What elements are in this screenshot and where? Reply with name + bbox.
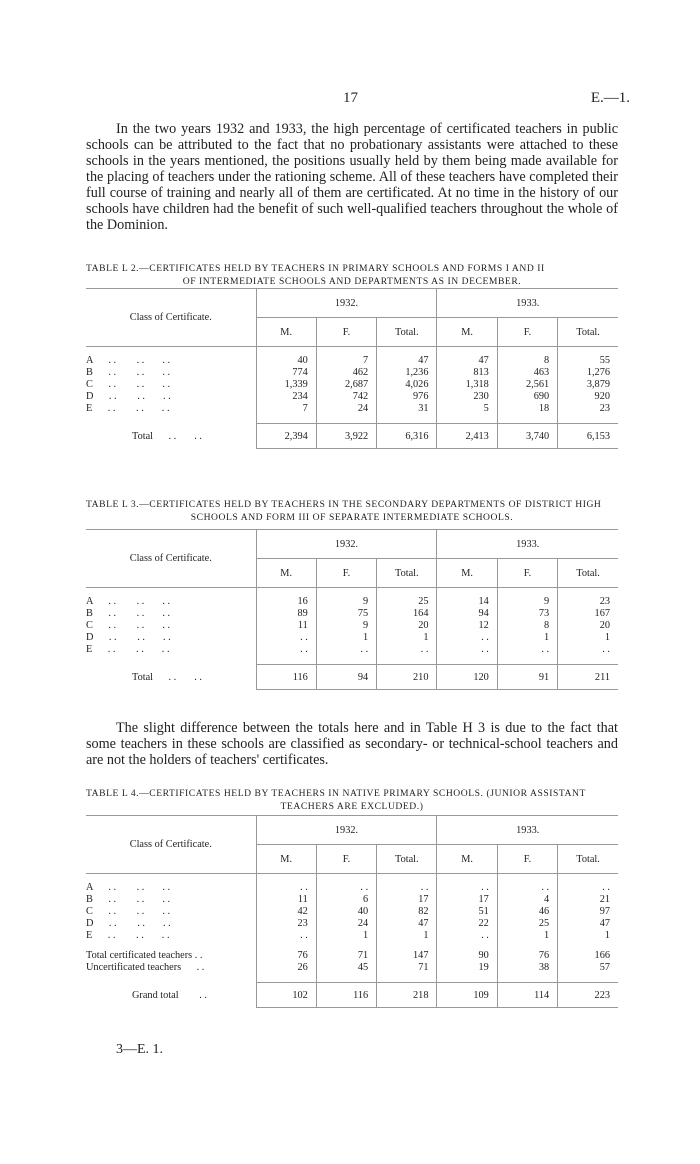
table-cell: 9: [316, 620, 376, 632]
table-row: [86, 379, 618, 391]
page-number: 17: [343, 90, 358, 106]
col-header: M.: [256, 845, 316, 874]
table-cell: 17: [437, 894, 497, 906]
col-header: M.: [437, 845, 497, 874]
table-l4: [86, 815, 618, 1008]
table-cell: 97: [558, 906, 618, 918]
table-cell: 210: [377, 665, 437, 690]
row-label: B . . . . . .: [86, 894, 171, 905]
table-cell: 89: [256, 608, 316, 620]
table-cell: 234: [256, 391, 316, 403]
table-l3-caption: [86, 498, 618, 524]
table-row: [86, 894, 618, 906]
table-cell: 40: [316, 906, 376, 918]
row-label: C . . . . . .: [86, 620, 171, 631]
year-header: 1933.: [437, 816, 618, 845]
table-cell: 9: [497, 596, 557, 608]
table-cell: . .: [558, 644, 618, 656]
row-label: A . . . . . .: [86, 355, 171, 366]
table-cell: 91: [497, 665, 557, 690]
table-cell: 24: [316, 918, 376, 930]
table-cell: 20: [377, 620, 437, 632]
col-header: M.: [256, 559, 316, 588]
table-cell: 71: [316, 950, 376, 962]
table-cell: 6,153: [558, 424, 618, 449]
table-l3: [86, 529, 618, 690]
row-label: Total . . . .: [132, 430, 202, 442]
table-cell: 6: [316, 894, 376, 906]
table-l2: [86, 288, 618, 449]
table-cell: 47: [377, 918, 437, 930]
table-cell: 47: [377, 355, 437, 367]
table-cell: 25: [497, 918, 557, 930]
table-cell: . .: [497, 644, 557, 656]
table-row: [86, 596, 618, 608]
table-cell: 2,687: [316, 379, 376, 391]
table-row: [86, 403, 618, 415]
table-cell: 18: [497, 403, 557, 415]
table-row: [86, 391, 618, 403]
table-l4-caption: [86, 787, 618, 813]
table-cell: 26: [256, 962, 316, 974]
col-header: Total.: [558, 845, 618, 874]
table-cell: . .: [316, 882, 376, 894]
total-row: [86, 665, 618, 690]
table-cell: 463: [497, 367, 557, 379]
table-cell: 3,922: [316, 424, 376, 449]
table-cell: 114: [497, 983, 557, 1008]
table-cell: 5: [437, 403, 497, 415]
table-cell: 11: [256, 894, 316, 906]
table-cell: 47: [558, 918, 618, 930]
table-cell: 1,339: [256, 379, 316, 391]
table-cell: 1: [497, 632, 557, 644]
table-cell: 6,316: [377, 424, 437, 449]
table-cell: 9: [316, 596, 376, 608]
table-cell: 1,318: [437, 379, 497, 391]
table-row: [86, 930, 618, 942]
caption-line: SCHOOLS AND FORM III OF SEPARATE INTERMEDIATE SCHOOLS.: [190, 512, 514, 523]
table-cell: 742: [316, 391, 376, 403]
table-cell: 17: [377, 894, 437, 906]
document-reference: E.—1.: [590, 90, 630, 106]
col-header: M.: [256, 318, 316, 347]
row-label: D . . . . . .: [86, 918, 171, 929]
table-cell: 4: [497, 894, 557, 906]
year-header: 1933.: [437, 530, 618, 559]
table-l2-caption: [86, 262, 618, 288]
table-cell: 1: [497, 930, 557, 942]
table-cell: 167: [558, 608, 618, 620]
table-cell: 102: [256, 983, 316, 1008]
table-cell: . .: [558, 882, 618, 894]
table-cell: . .: [316, 644, 376, 656]
table-cell: 31: [377, 403, 437, 415]
year-header: 1932.: [256, 289, 437, 318]
row-label: Grand total . .: [132, 989, 207, 1001]
table-cell: 3,740: [497, 424, 557, 449]
col-header: F.: [497, 845, 557, 874]
table-cell: 116: [316, 983, 376, 1008]
table-cell: 94: [437, 608, 497, 620]
table-cell: 4,026: [377, 379, 437, 391]
table-cell: 47: [437, 355, 497, 367]
table-cell: 1,276: [558, 367, 618, 379]
table-row: [86, 608, 618, 620]
year-header: 1932.: [256, 816, 437, 845]
col-header: Total.: [377, 318, 437, 347]
table-cell: 2,413: [437, 424, 497, 449]
table-cell: . .: [256, 882, 316, 894]
table-cell: 166: [558, 950, 618, 962]
row-label: E . . . . . .: [86, 403, 170, 414]
table-cell: 1: [558, 632, 618, 644]
row-label: Total certificated teachers . .: [86, 950, 203, 961]
table-cell: 109: [437, 983, 497, 1008]
table-cell: 11: [256, 620, 316, 632]
table-cell: 73: [497, 608, 557, 620]
page-footer: 3—E. 1.: [116, 1042, 164, 1057]
table-cell: 19: [437, 962, 497, 974]
table-cell: 7: [316, 355, 376, 367]
table-cell: 1: [316, 930, 376, 942]
table-row: [86, 962, 618, 974]
table-cell: 42: [256, 906, 316, 918]
row-label: A . . . . . .: [86, 882, 171, 893]
row-label: Uncertificated teachers . .: [86, 962, 205, 973]
table-cell: 22: [437, 918, 497, 930]
col-header: Total.: [558, 559, 618, 588]
table-cell: 3,879: [558, 379, 618, 391]
table-cell: 1: [377, 930, 437, 942]
col-header: M.: [437, 318, 497, 347]
table-cell: 90: [437, 950, 497, 962]
col-header: F.: [497, 318, 557, 347]
note-paragraph: The slight difference between the totals here and in Table H 3 is due to the fact that some teachers in these schools are classified as secondary- or technical-school teachers and are not the holders of teachers' certificates.: [86, 720, 618, 768]
caption-line: TABLE L 4.—CERTIFICATES HELD BY TEACHERS IN NATIVE PRIMARY SCHOOLS. (JUNIOR ASSISTANT: [86, 788, 586, 799]
class-header: Class of Certificate.: [129, 312, 212, 323]
table-row: [86, 632, 618, 644]
table-cell: 1: [316, 632, 376, 644]
intro-paragraph: In the two years 1932 and 1933, the high percentage of certificated teachers in public schools can be attributed to the fact that no probationary assistants were attached to these schools in the years mentioned, the positions usually held by them being made available for the placing of teachers under the rationing scheme. All of these teachers have completed their full course of training and nearly all of them are certificated. At no time in the history of our schools have children had the benefit of such well-qualified teachers throughout the whole of the Dominion.: [86, 121, 618, 233]
table-cell: 57: [558, 962, 618, 974]
row-label: B . . . . . .: [86, 608, 171, 619]
total-row: [86, 424, 618, 449]
col-header: M.: [437, 559, 497, 588]
table-row: [86, 620, 618, 632]
table-cell: 920: [558, 391, 618, 403]
col-header: F.: [316, 845, 376, 874]
table-cell: 1: [377, 632, 437, 644]
table-cell: . .: [377, 882, 437, 894]
col-header: F.: [316, 318, 376, 347]
table-cell: 774: [256, 367, 316, 379]
row-label: D . . . . . .: [86, 391, 171, 402]
row-label: B . . . . . .: [86, 367, 171, 378]
table-cell: . .: [437, 882, 497, 894]
table-cell: 147: [377, 950, 437, 962]
total-row: [86, 983, 618, 1008]
table-row: [86, 906, 618, 918]
table-cell: 120: [437, 665, 497, 690]
table-cell: . .: [256, 644, 316, 656]
class-header: Class of Certificate.: [129, 839, 212, 850]
table-cell: 690: [497, 391, 557, 403]
table-cell: 23: [558, 596, 618, 608]
table-cell: 40: [256, 355, 316, 367]
table-cell: 116: [256, 665, 316, 690]
table-cell: 45: [316, 962, 376, 974]
table-cell: 82: [377, 906, 437, 918]
row-label: D . . . . . .: [86, 632, 171, 643]
table-cell: 14: [437, 596, 497, 608]
table-cell: . .: [437, 930, 497, 942]
table-cell: 223: [558, 983, 618, 1008]
caption-line: TABLE L 2.—CERTIFICATES HELD BY TEACHERS IN PRIMARY SCHOOLS AND FORMS I AND II: [86, 263, 545, 274]
caption-line: OF INTERMEDIATE SCHOOLS AND DEPARTMENTS AS IN DECEMBER.: [182, 276, 522, 287]
table-cell: 38: [497, 962, 557, 974]
table-cell: . .: [437, 632, 497, 644]
row-label: A . . . . . .: [86, 596, 171, 607]
year-header: 1932.: [256, 530, 437, 559]
table-cell: 25: [377, 596, 437, 608]
table-cell: 218: [377, 983, 437, 1008]
table-cell: 23: [256, 918, 316, 930]
caption-line: TEACHERS ARE EXCLUDED.): [280, 801, 424, 812]
table-cell: 46: [497, 906, 557, 918]
table-cell: 164: [377, 608, 437, 620]
table-cell: 230: [437, 391, 497, 403]
table-cell: 8: [497, 355, 557, 367]
caption-line: TABLE L 3.—CERTIFICATES HELD BY TEACHERS IN THE SECONDARY DEPARTMENTS OF DISTRICT HIGH: [86, 499, 602, 510]
col-header: Total.: [558, 318, 618, 347]
table-cell: 94: [316, 665, 376, 690]
table-cell: 2,394: [256, 424, 316, 449]
table-row: [86, 882, 618, 894]
table-cell: 71: [377, 962, 437, 974]
table-cell: 12: [437, 620, 497, 632]
table-cell: 20: [558, 620, 618, 632]
table-cell: . .: [256, 930, 316, 942]
table-cell: 75: [316, 608, 376, 620]
table-cell: 76: [256, 950, 316, 962]
col-header: F.: [497, 559, 557, 588]
row-label: C . . . . . .: [86, 379, 171, 390]
table-cell: 21: [558, 894, 618, 906]
table-cell: . .: [377, 644, 437, 656]
row-label: E . . . . . .: [86, 930, 170, 941]
year-header: 1933.: [437, 289, 618, 318]
page-header: [0, 90, 700, 110]
row-label: Total . . . .: [132, 671, 202, 683]
table-row: [86, 644, 618, 656]
table-cell: 55: [558, 355, 618, 367]
table-cell: . .: [437, 644, 497, 656]
table-cell: 23: [558, 403, 618, 415]
col-header: Total.: [377, 559, 437, 588]
table-cell: 211: [558, 665, 618, 690]
table-cell: 7: [256, 403, 316, 415]
col-header: F.: [316, 559, 376, 588]
row-label: E . . . . . .: [86, 644, 170, 655]
table-cell: 51: [437, 906, 497, 918]
table-cell: . .: [256, 632, 316, 644]
table-row: [86, 918, 618, 930]
table-cell: 976: [377, 391, 437, 403]
table-cell: 8: [497, 620, 557, 632]
table-cell: 462: [316, 367, 376, 379]
table-cell: 24: [316, 403, 376, 415]
table-cell: 1,236: [377, 367, 437, 379]
table-row: [86, 355, 618, 367]
table-cell: 813: [437, 367, 497, 379]
table-cell: 76: [497, 950, 557, 962]
table-cell: . .: [497, 882, 557, 894]
table-cell: 1: [558, 930, 618, 942]
row-label: C . . . . . .: [86, 906, 171, 917]
col-header: Total.: [377, 845, 437, 874]
table-cell: 2,561: [497, 379, 557, 391]
class-header: Class of Certificate.: [129, 553, 212, 564]
table-cell: 16: [256, 596, 316, 608]
table-row: [86, 367, 618, 379]
table-row: [86, 950, 618, 962]
